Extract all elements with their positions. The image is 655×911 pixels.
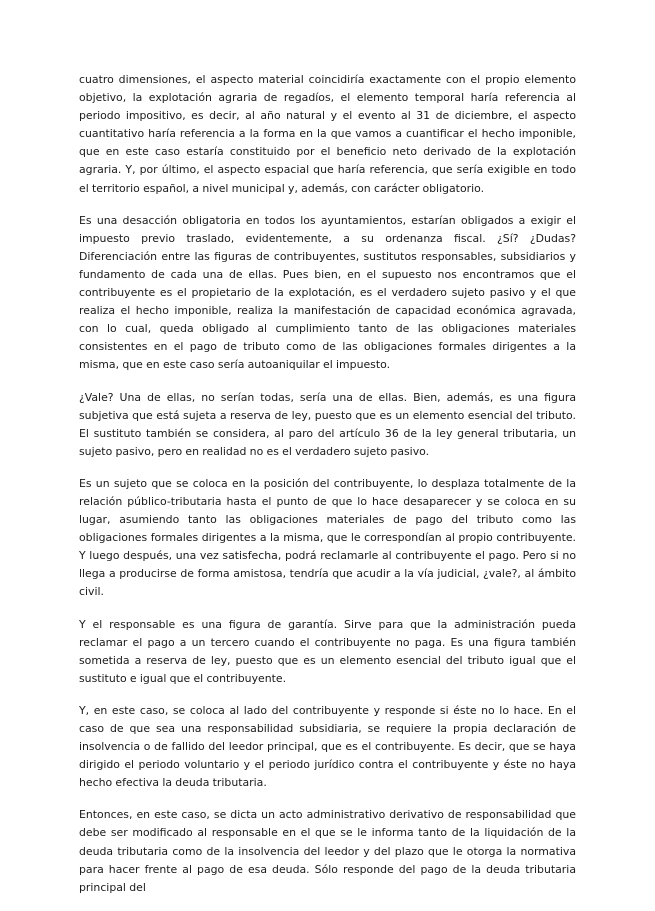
- document-body: [79, 71, 576, 911]
- paragraph-4: Es un sujeto que se coloca en la posición del contribuyente, lo desplaza totalmente de la relación público-tributaria hasta el punto de que lo hace desaparecer y se coloca en su lugar, asumiendo tanto las obligaciones materiales de pago del tributo como las obligaciones formales dirigentes a la misma, que le correspondían al propio contribuyente. Y luego después, una vez satisfecha, podrá reclamarle al contribuyente el pago. Pero si no llega a producirse de forma amistosa, tendría que acudir a la vía judicial, ¿vale?, al ámbito civil.: [79, 476, 576, 599]
- paragraph-3: ¿Vale? Una de ellas, no serían todas, sería una de ellas. Bien, además, es una figura subjetiva que está sujeta a reserva de ley, puesto que es un elemento esencial del tributo. El sustituto también se considera, al paro del artículo 36 de la ley general tributaria, un sujeto pasivo, pero en realidad no es el verdadero sujeto pasivo.: [79, 390, 576, 458]
- paragraph-2: Es una desacción obligatoria en todos los ayuntamientos, estarían obligados a exigir el impuesto previo traslado, evidentemente, a su ordenanza fiscal. ¿Sí? ¿Dudas? Diferenciación entre las figuras de contribuyentes, sustitutos responsables, subsidiarios y fundamento de cada una de ellas. Pues bien, en el supuesto nos encontramos que el contribuyente es el propietario de la explotación, es el verdadero sujeto pasivo y el que realiza el hecho imponible, realiza la manifestación de capacidad económica agravada, con lo cual, queda obligado al cumplimiento tanto de las obligaciones materiales consistentes en el pago de tributo como de las obligaciones formales dirigentes a la misma, que en este caso sería autoaniquilar el impuesto.: [79, 213, 576, 372]
- paragraph-6: Y, en este caso, se coloca al lado del contribuyente y responde si éste no lo hace. En el caso de que sea una responsabilidad subsidiaria, se requiere la propia declaración de insolvencia o de fallido del leedor principal, que es el contribuyente. Es decir, que se haya dirigido el periodo voluntario y el periodo jurídico contra el contribuyente y éste no haya hecho efectiva la deuda tributaria.: [79, 703, 576, 790]
- paragraph-5: Y el responsable es una figura de garantía. Sirve para que la administración pueda reclamar el pago a un tercero cuando el contribuyente no paga. Es una figura también sometida a reserva de ley, puesto que es un elemento esencial del tributo igual que el sustituto e igual que el contribuyente.: [79, 617, 576, 685]
- paragraph-7: Entonces, en este caso, se dicta un acto administrativo derivativo de responsabilidad que debe ser modificado al responsable en el que se le informa tanto de la liquidación de la deuda tributaria como de la insolvencia del leedor y del plazo que le otorga la normativa para hacer frente al pago de esa deuda. Sólo responde del pago de la deuda tributaria principal del: [79, 808, 576, 894]
- paragraph-1: cuatro dimensiones, el aspecto material coincidiría exactamente con el propio elemento objetivo, la explotación agraria de regadíos, el elemento temporal haría referencia al periodo impositivo, es decir, al año natural y el evento al 31 de diciembre, el aspecto cuantitativo haría referencia a la forma en la que vamos a cuantificar el hecho imponible, que en este caso estaría constituido por el beneficio neto derivado de la explotación agraria. Y, por último, el aspecto espacial que haría referencia, que sería exigible en todo el territorio español, a nivel municipal y, además, con carácter obligatorio.: [79, 73, 576, 195]
